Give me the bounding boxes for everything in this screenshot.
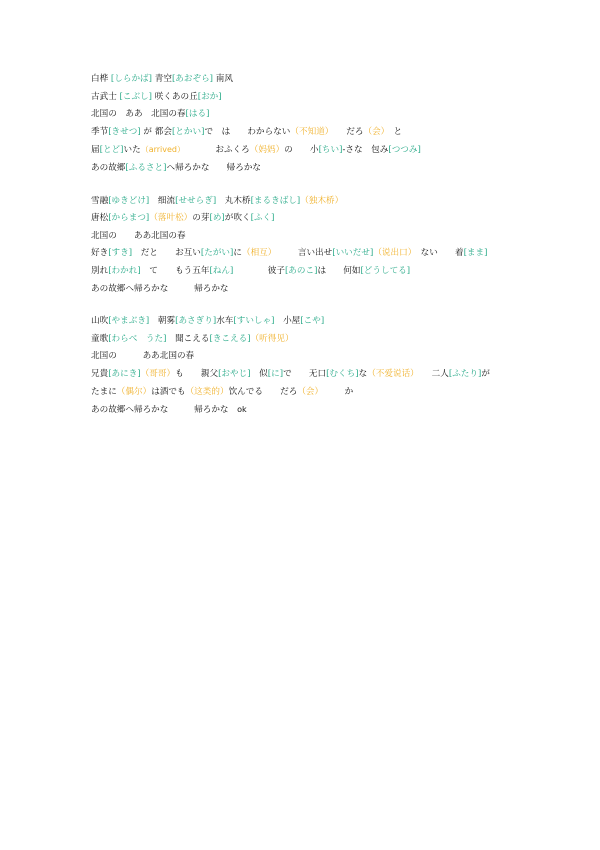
lyric-text: いた	[123, 145, 141, 156]
reading-annotation: [せせらぎ]	[175, 195, 217, 206]
reading-annotation: [しらかば]	[110, 74, 153, 84]
reading-annotation: [まるきばし]	[250, 195, 301, 206]
reading-annotation: [わかれ]	[108, 265, 141, 276]
lyric-line	[91, 160, 521, 178]
lyric-text: 白桦	[91, 74, 111, 84]
translation-note: （相互）	[241, 248, 273, 259]
reading-annotation: [ふく]	[250, 213, 275, 224]
lyric-line	[91, 193, 521, 211]
lyric-text: だろ	[329, 126, 364, 137]
reading-annotation: [ねん]	[209, 265, 234, 276]
lyric-line	[91, 366, 521, 384]
lyric-text: の 小	[284, 145, 319, 156]
translation-note: （这类的）	[185, 386, 229, 397]
lyric-text: て もう五年	[140, 265, 210, 276]
lyric-text: 北国の ああ北国の春	[91, 351, 195, 362]
lyric-text: ない 着	[412, 248, 464, 259]
lyric-text: 二人	[414, 368, 449, 379]
lyric-text: 小屋	[274, 316, 301, 327]
lyric-text: が吹く	[224, 213, 251, 224]
lyric-text: あの故郷	[91, 162, 126, 173]
lyric-text: 咲くあの丘	[152, 91, 198, 102]
stanza-2	[91, 193, 521, 299]
lyric-text: ok	[237, 405, 247, 415]
translation-note: （听得见）	[250, 333, 294, 344]
reading-annotation: [ゆきどけ]	[108, 195, 150, 206]
reading-annotation: [やまぶき]	[108, 316, 150, 327]
lyric-text: おふくろ	[181, 145, 250, 156]
lyric-text: あの故郷へ帰ろかな 帰ろかな	[91, 405, 238, 416]
reading-annotation: [ふるさと]	[125, 162, 167, 173]
lyric-text: だと お互い	[132, 248, 201, 259]
reading-annotation: [こぶし]	[119, 91, 153, 102]
lyric-text: 丸木桥	[216, 195, 251, 206]
translation-note: （会）	[363, 126, 385, 137]
translation-note: （会）	[297, 386, 319, 397]
reading-annotation: [とど]	[99, 145, 124, 156]
lyric-line	[91, 401, 521, 420]
lyric-text: 水车	[216, 316, 234, 327]
lyric-text: 言い出せ	[272, 248, 333, 259]
lyric-line	[91, 348, 521, 366]
reading-annotation: [いいだせ]	[332, 248, 374, 259]
lyric-line	[91, 210, 521, 228]
reading-annotation: [きこえる]	[209, 333, 251, 344]
translation-note: （不知道）	[290, 126, 330, 137]
reading-annotation: [あおぞら]	[171, 74, 214, 84]
reading-annotation: [こや]	[300, 316, 325, 327]
lyric-text: で 无口	[283, 368, 327, 379]
translation-note: （妈妈）	[249, 145, 285, 156]
reading-annotation: [きせつ]	[108, 126, 141, 137]
lyric-text: 別れ	[91, 265, 109, 276]
reading-annotation: [に]	[267, 368, 284, 379]
lyric-text: 朝雾	[149, 316, 176, 327]
translation-note: （不爱说话）	[367, 368, 415, 379]
lyric-line	[91, 228, 521, 246]
translation-note: （说出口）	[373, 248, 412, 259]
lyric-text: は酒でも	[151, 386, 186, 397]
lyric-text: 雪融	[91, 195, 109, 206]
reading-annotation: [ふたり]	[448, 368, 482, 379]
translation-note: （偶尔）	[116, 386, 152, 397]
reading-annotation: [すいしゃ]	[233, 316, 275, 327]
reading-annotation: [あにき]	[108, 368, 141, 379]
lyric-text: 青空	[152, 74, 172, 84]
lyric-line	[91, 124, 521, 142]
translation-note: （arrived）	[140, 145, 182, 155]
reading-annotation: [あさぎり]	[175, 316, 217, 327]
lyrics-body	[91, 71, 521, 435]
lyric-text: が 都会	[140, 126, 172, 137]
reading-annotation: [どうしてる]	[360, 265, 411, 276]
translation-note: （落叶松）	[149, 213, 193, 224]
lyric-text: で は わからない	[204, 126, 291, 137]
lyric-text: 古武士	[91, 91, 120, 102]
lyric-text: 兄貴	[91, 368, 109, 379]
reading-annotation: [つつみ]	[388, 145, 421, 156]
lyric-text: あの故郷へ帰ろかな 帰ろかな	[91, 283, 229, 294]
lyric-line	[91, 281, 521, 299]
lyric-text: に	[233, 248, 242, 259]
lyric-text: の芽	[192, 213, 210, 224]
reading-annotation: [からまつ]	[108, 213, 150, 224]
lyric-text: 彼子	[233, 265, 285, 276]
translation-note: （独木桥）	[300, 195, 344, 206]
stanza-3	[91, 313, 521, 420]
reading-annotation: [むくち]	[326, 368, 359, 379]
lyric-text: か	[318, 386, 354, 397]
lyric-text: 届	[91, 145, 100, 156]
lyric-text: 唐松	[91, 213, 109, 224]
lyric-text: が	[481, 368, 490, 379]
lyric-line	[91, 71, 521, 89]
reading-annotation: [とかい]	[171, 126, 205, 137]
lyric-text: 童歌	[91, 333, 109, 344]
reading-annotation: [たがい]	[200, 248, 234, 259]
lyric-text: 聞こえる	[166, 333, 210, 344]
lyric-line	[91, 384, 521, 402]
lyric-text: な	[358, 368, 368, 379]
lyric-text: は 何如	[317, 265, 361, 276]
lyric-text: 似	[250, 368, 268, 379]
lyric-line	[91, 331, 521, 349]
reading-annotation: [はる]	[185, 109, 210, 120]
lyric-line	[91, 245, 521, 263]
lyric-text: 山吹	[91, 316, 109, 327]
lyric-line	[91, 89, 521, 107]
lyric-line	[91, 141, 521, 160]
lyric-text: 北国の ああ 北国の春	[91, 109, 186, 120]
lyric-line	[91, 313, 521, 331]
lyric-text: 细流	[149, 195, 176, 206]
reading-annotation: [わらべ うた]	[108, 333, 167, 344]
lyric-text: 好き	[91, 248, 109, 259]
lyric-text: -さな 包み	[342, 145, 389, 156]
reading-annotation: [め]	[209, 213, 225, 224]
reading-annotation: [ちい]	[318, 145, 343, 156]
lyric-text: 季节	[91, 126, 109, 137]
lyric-text: 南风	[213, 74, 233, 84]
lyric-text: へ帰ろかな 帰ろかな	[166, 162, 262, 173]
lyric-line	[91, 106, 521, 124]
reading-annotation: [すき]	[108, 248, 133, 259]
reading-annotation: [おか]	[197, 91, 222, 102]
lyric-text: たまに	[91, 386, 117, 397]
translation-note: （哥哥）	[140, 368, 176, 379]
reading-annotation: [まま]	[463, 248, 488, 259]
reading-annotation: [おやじ]	[218, 368, 251, 379]
lyric-line	[91, 263, 521, 281]
stanza-1	[91, 71, 521, 178]
lyric-text: 北国の ああ北国の春	[91, 230, 186, 241]
lyric-text: 饮んでる だろ	[228, 386, 298, 397]
lyric-text: も 親父	[175, 368, 219, 379]
lyric-text: と	[384, 126, 403, 137]
reading-annotation: [あのこ]	[284, 265, 318, 276]
